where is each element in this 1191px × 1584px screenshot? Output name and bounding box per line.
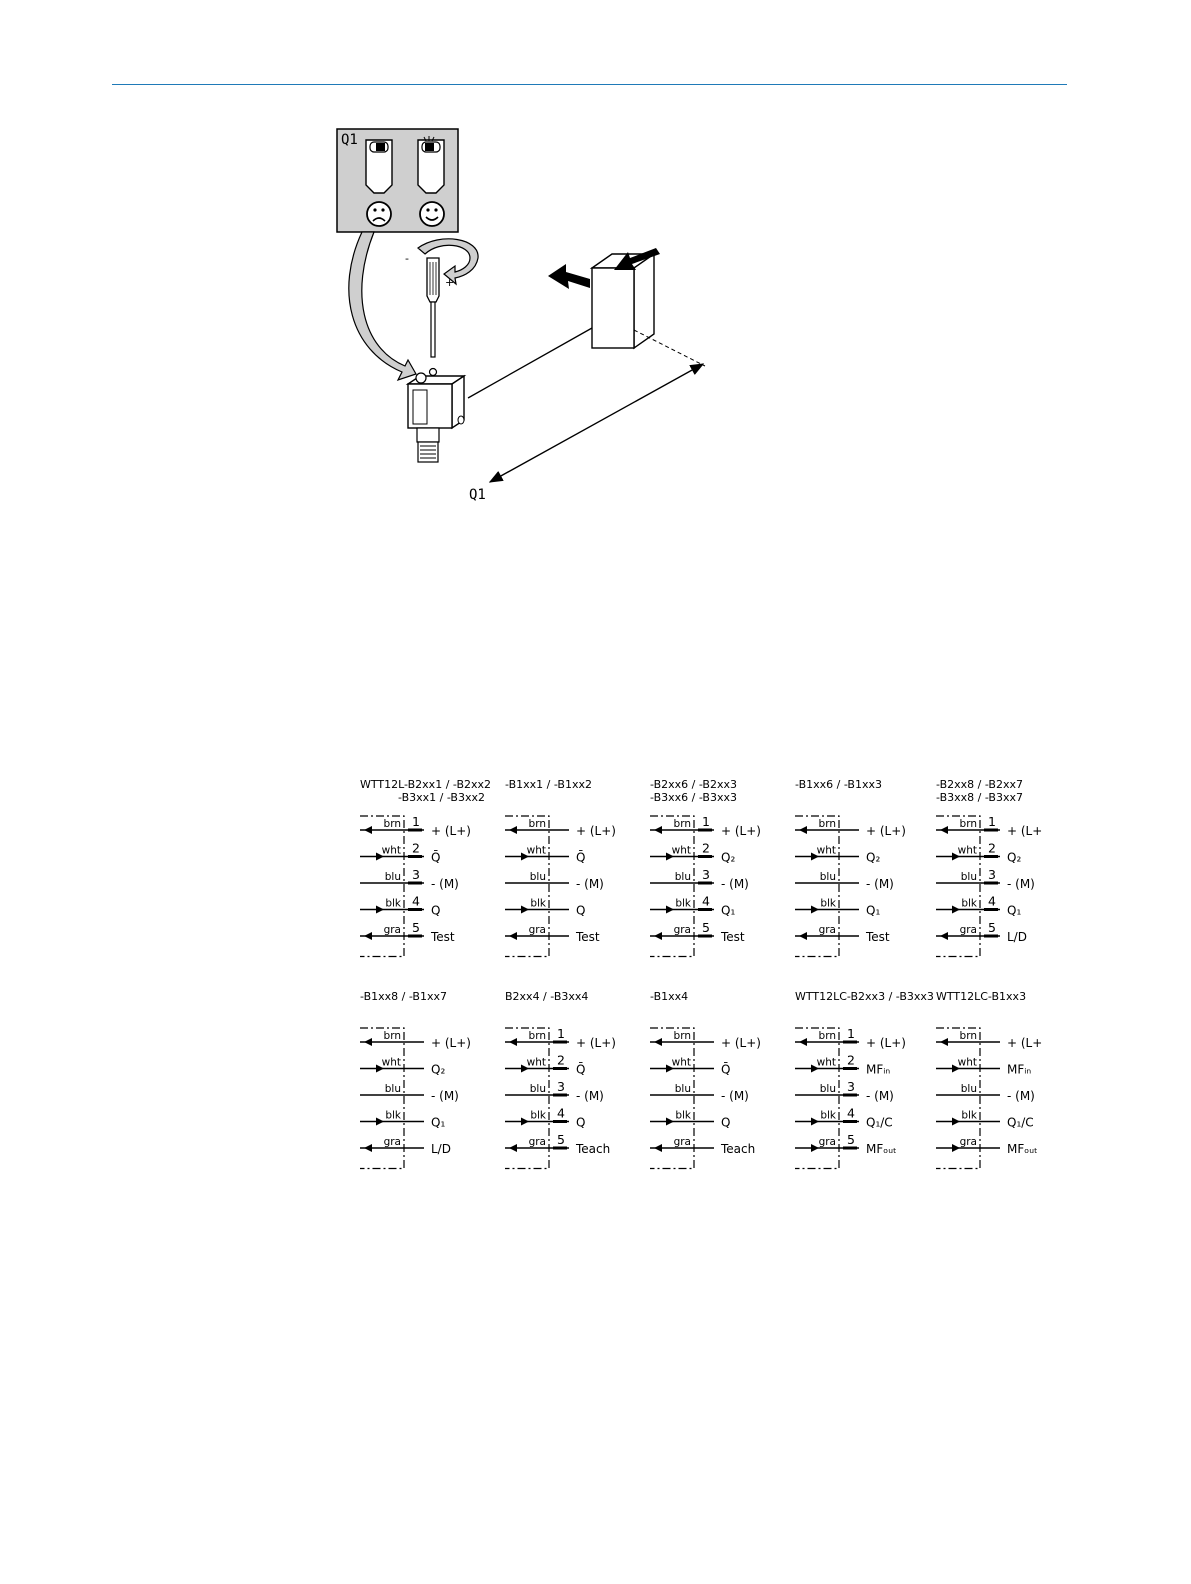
wire-color-label: gra [818, 1136, 836, 1148]
signal-label: + (L+) [576, 824, 616, 838]
connection-diagram [936, 990, 1042, 1169]
panel-label: Q1 [341, 132, 358, 148]
wire-color-label: wht [671, 1056, 691, 1069]
pin-number: 5 [847, 1132, 855, 1147]
signal-label: - (M) [866, 1089, 894, 1103]
signal-label: + (L+) [721, 1036, 761, 1050]
wire-color-label: blu [819, 1083, 836, 1095]
wire-arrow-out [364, 1144, 372, 1152]
pin-number: 2 [412, 840, 420, 856]
wire-color-label: brn [959, 818, 977, 830]
wire-color-label: blk [530, 1109, 546, 1122]
diagram-title: -B1xx4 [650, 990, 689, 1003]
pin-number: 5 [412, 920, 420, 935]
wire-color-label: gra [383, 1136, 401, 1148]
pin-number: 3 [702, 867, 710, 882]
wire-color-label: blu [529, 1083, 546, 1095]
signal-label: L/D [1007, 930, 1027, 944]
signal-label: Q [576, 1115, 586, 1130]
wire-color-label: blk [530, 897, 546, 910]
pin-number: 4 [847, 1105, 855, 1121]
wire-color-label: gra [673, 924, 691, 936]
wire-color-label: blu [674, 1083, 691, 1095]
pin-number: 1 [847, 1026, 855, 1041]
pin-number: 2 [702, 840, 710, 856]
wire-arrow-out [940, 1038, 948, 1046]
wire-arrow-in [521, 906, 529, 914]
signal-label: - (M) [721, 1089, 749, 1103]
wire-color-label: brn [528, 1030, 546, 1042]
pin-number: 1 [557, 1026, 565, 1041]
diagram-title: -B2xx8 / -B2xx7 [936, 778, 1023, 791]
diagram-title: -B3xx6 / -B3xx3 [650, 791, 737, 804]
wire-color-label: gra [383, 924, 401, 936]
diagram-title: -B3xx8 / -B3xx7 [936, 791, 1023, 804]
signal-label: Q̄ [431, 850, 441, 865]
wire-color-label: blk [675, 897, 691, 910]
wire-color-label: brn [383, 1030, 401, 1042]
signal-label: Q̄ [721, 1062, 731, 1077]
wire-color-label: gra [818, 924, 836, 936]
signal-label: + (L+) [431, 1036, 471, 1050]
signal-label: MFₒᵤₜ [866, 1142, 897, 1156]
signal-label: Q₁/C [1007, 1115, 1034, 1130]
wire-arrow-out [364, 932, 372, 940]
wire-arrow-out [509, 1038, 517, 1046]
wire-color-label: wht [957, 1056, 977, 1069]
signal-label: + (L+) [721, 824, 761, 838]
wire-color-label: gra [528, 924, 546, 936]
wire-color-label: blk [820, 897, 836, 910]
signal-label: Test [721, 930, 745, 944]
wire-color-label: brn [818, 1030, 836, 1042]
wire-arrow-out [654, 1038, 662, 1046]
diagram-title: WTT12LC-B1xx3 [936, 990, 1027, 1003]
wire-color-label: brn [959, 1030, 977, 1042]
pin-number: 3 [988, 867, 996, 882]
wire-arrow-in [811, 906, 819, 914]
signal-label: Q₂ [1007, 850, 1022, 865]
signal-label: - (M) [1007, 877, 1035, 891]
wire-arrow-out [654, 1144, 662, 1152]
pin-number: 4 [557, 1105, 565, 1121]
diagram-title: WTT12LC-B2xx3 / -B3xx3 [795, 990, 934, 1003]
connection-diagram [360, 778, 491, 957]
signal-label: + (L+ [1007, 1036, 1043, 1050]
connection-diagram [795, 778, 906, 957]
pin-number: 1 [988, 814, 996, 829]
wire-color-label: wht [381, 1056, 401, 1069]
pin-number: 5 [702, 920, 710, 935]
wire-color-label: gra [959, 924, 977, 936]
wire-arrow-in [811, 1118, 819, 1126]
pin-number: 4 [702, 893, 710, 909]
pin-number: 2 [847, 1052, 855, 1068]
wire-color-label: blu [819, 871, 836, 883]
pin-number: 1 [702, 814, 710, 829]
wire-color-label: wht [957, 844, 977, 857]
wire-arrow-in [952, 906, 960, 914]
diagram-title: -B1xx6 / -B1xx3 [795, 778, 882, 791]
wire-color-label: blk [385, 897, 401, 910]
wire-arrow-in [666, 906, 674, 914]
signal-label: Q̄ [576, 1062, 586, 1077]
signal-label: Test [866, 930, 890, 944]
diagram-title: -B3xx1 / -B3xx2 [398, 791, 485, 804]
wire-color-label: blu [529, 871, 546, 883]
connection-diagram [360, 990, 471, 1169]
distance-label: Q1 [469, 487, 486, 503]
wire-color-label: blu [674, 871, 691, 883]
wire-arrow-out [509, 826, 517, 834]
signal-label: + (L+) [866, 1036, 906, 1050]
signal-label: - (M) [576, 1089, 604, 1103]
wire-color-label: brn [818, 818, 836, 830]
signal-label: + (L+) [866, 824, 906, 838]
diagram-title: -B1xx1 / -B1xx2 [505, 778, 592, 791]
wire-color-label: wht [381, 844, 401, 857]
wire-color-label: blk [961, 897, 977, 910]
signal-label: Q₁ [431, 1115, 446, 1130]
diagram-title: -B2xx6 / -B2xx3 [650, 778, 737, 791]
signal-label: - (M) [721, 877, 749, 891]
wire-arrow-out [940, 826, 948, 834]
pin-number: 4 [412, 893, 420, 909]
connection-diagram [936, 778, 1042, 957]
plus-label: + [445, 276, 455, 289]
signal-label: - (M) [431, 877, 459, 891]
connection-diagram [795, 990, 934, 1169]
signal-label: + (L+ [1007, 824, 1043, 838]
pin-number: 2 [557, 1052, 565, 1068]
minus-label: - [405, 252, 409, 265]
wire-color-label: wht [816, 1056, 836, 1069]
signal-label: Q₁ [1007, 903, 1022, 918]
pin-number: 3 [847, 1079, 855, 1094]
wire-arrow-out [364, 826, 372, 834]
wire-color-label: blk [385, 1109, 401, 1122]
wire-arrow-in [666, 1118, 674, 1126]
wire-arrow-out [654, 932, 662, 940]
wire-color-label: gra [673, 1136, 691, 1148]
signal-label: Q₂ [721, 850, 736, 865]
signal-label: - (M) [866, 877, 894, 891]
wire-arrow-out [509, 1144, 517, 1152]
signal-label: MFᵢₙ [1007, 1062, 1032, 1077]
wire-color-label: wht [526, 844, 546, 857]
pin-number: 5 [988, 920, 996, 935]
wire-color-label: brn [528, 818, 546, 830]
signal-label: MFᵢₙ [866, 1062, 891, 1077]
pin-number: 1 [412, 814, 420, 829]
signal-label: - (M) [1007, 1089, 1035, 1103]
signal-label: Test [576, 930, 600, 944]
wire-color-label: brn [673, 818, 691, 830]
wire-color-label: brn [383, 818, 401, 830]
wire-color-label: wht [526, 1056, 546, 1069]
diagram-title: WTT12L-B2xx1 / -B2xx2 [360, 778, 492, 791]
wire-color-label: blk [820, 1109, 836, 1122]
pin-number: 2 [988, 840, 996, 856]
signal-label: Q₁ [866, 903, 881, 918]
wire-arrow-in [376, 1118, 384, 1126]
signal-label: Q [431, 903, 441, 918]
wire-arrow-out [799, 1038, 807, 1046]
signal-label: Q₁ [721, 903, 736, 918]
wire-color-label: blk [961, 1109, 977, 1122]
pin-number: 3 [557, 1079, 565, 1094]
signal-label: Q̄ [576, 850, 586, 865]
wire-arrow-in [952, 1118, 960, 1126]
signal-label: - (M) [431, 1089, 459, 1103]
signal-label: Q₁/C [866, 1115, 893, 1130]
signal-label: + (L+) [431, 824, 471, 838]
signal-label: Q [721, 1115, 731, 1130]
connection-diagram [650, 990, 761, 1169]
wire-color-label: blu [960, 871, 977, 883]
wire-color-label: blk [675, 1109, 691, 1122]
wire-arrow-in [521, 1118, 529, 1126]
wire-arrow-out [654, 826, 662, 834]
signal-label: L/D [431, 1142, 451, 1156]
wire-arrow-out [940, 932, 948, 940]
wire-arrow-out [799, 826, 807, 834]
pin-number: 4 [988, 893, 996, 909]
signal-label: Test [431, 930, 455, 944]
signal-label: MFₒᵤₜ [1007, 1142, 1038, 1156]
wire-color-label: wht [816, 844, 836, 857]
wire-color-label: gra [959, 1136, 977, 1148]
connection-diagram [505, 778, 616, 957]
wire-color-label: blu [960, 1083, 977, 1095]
pin-number: 3 [412, 867, 420, 882]
connection-diagram [650, 778, 761, 957]
wire-color-label: gra [528, 1136, 546, 1148]
wire-color-label: blu [384, 1083, 401, 1095]
signal-label: Q [576, 903, 586, 918]
diagram-title: -B1xx8 / -B1xx7 [360, 990, 447, 1003]
connection-diagram [505, 990, 616, 1169]
signal-label: + (L+) [576, 1036, 616, 1050]
signal-label: Teach [721, 1142, 756, 1156]
wire-color-label: brn [673, 1030, 691, 1042]
wire-arrow-in [376, 906, 384, 914]
diagram-title: B2xx4 / -B3xx4 [505, 990, 589, 1003]
wire-color-label: wht [671, 844, 691, 857]
pin-number: 5 [557, 1132, 565, 1147]
signal-label: Teach [576, 1142, 611, 1156]
wire-arrow-out [799, 932, 807, 940]
wire-arrow-out [364, 1038, 372, 1046]
wire-arrow-out [509, 932, 517, 940]
signal-label: Q₂ [866, 850, 881, 865]
signal-label: - (M) [576, 877, 604, 891]
signal-label: Q₂ [431, 1062, 446, 1077]
wire-color-label: blu [384, 871, 401, 883]
